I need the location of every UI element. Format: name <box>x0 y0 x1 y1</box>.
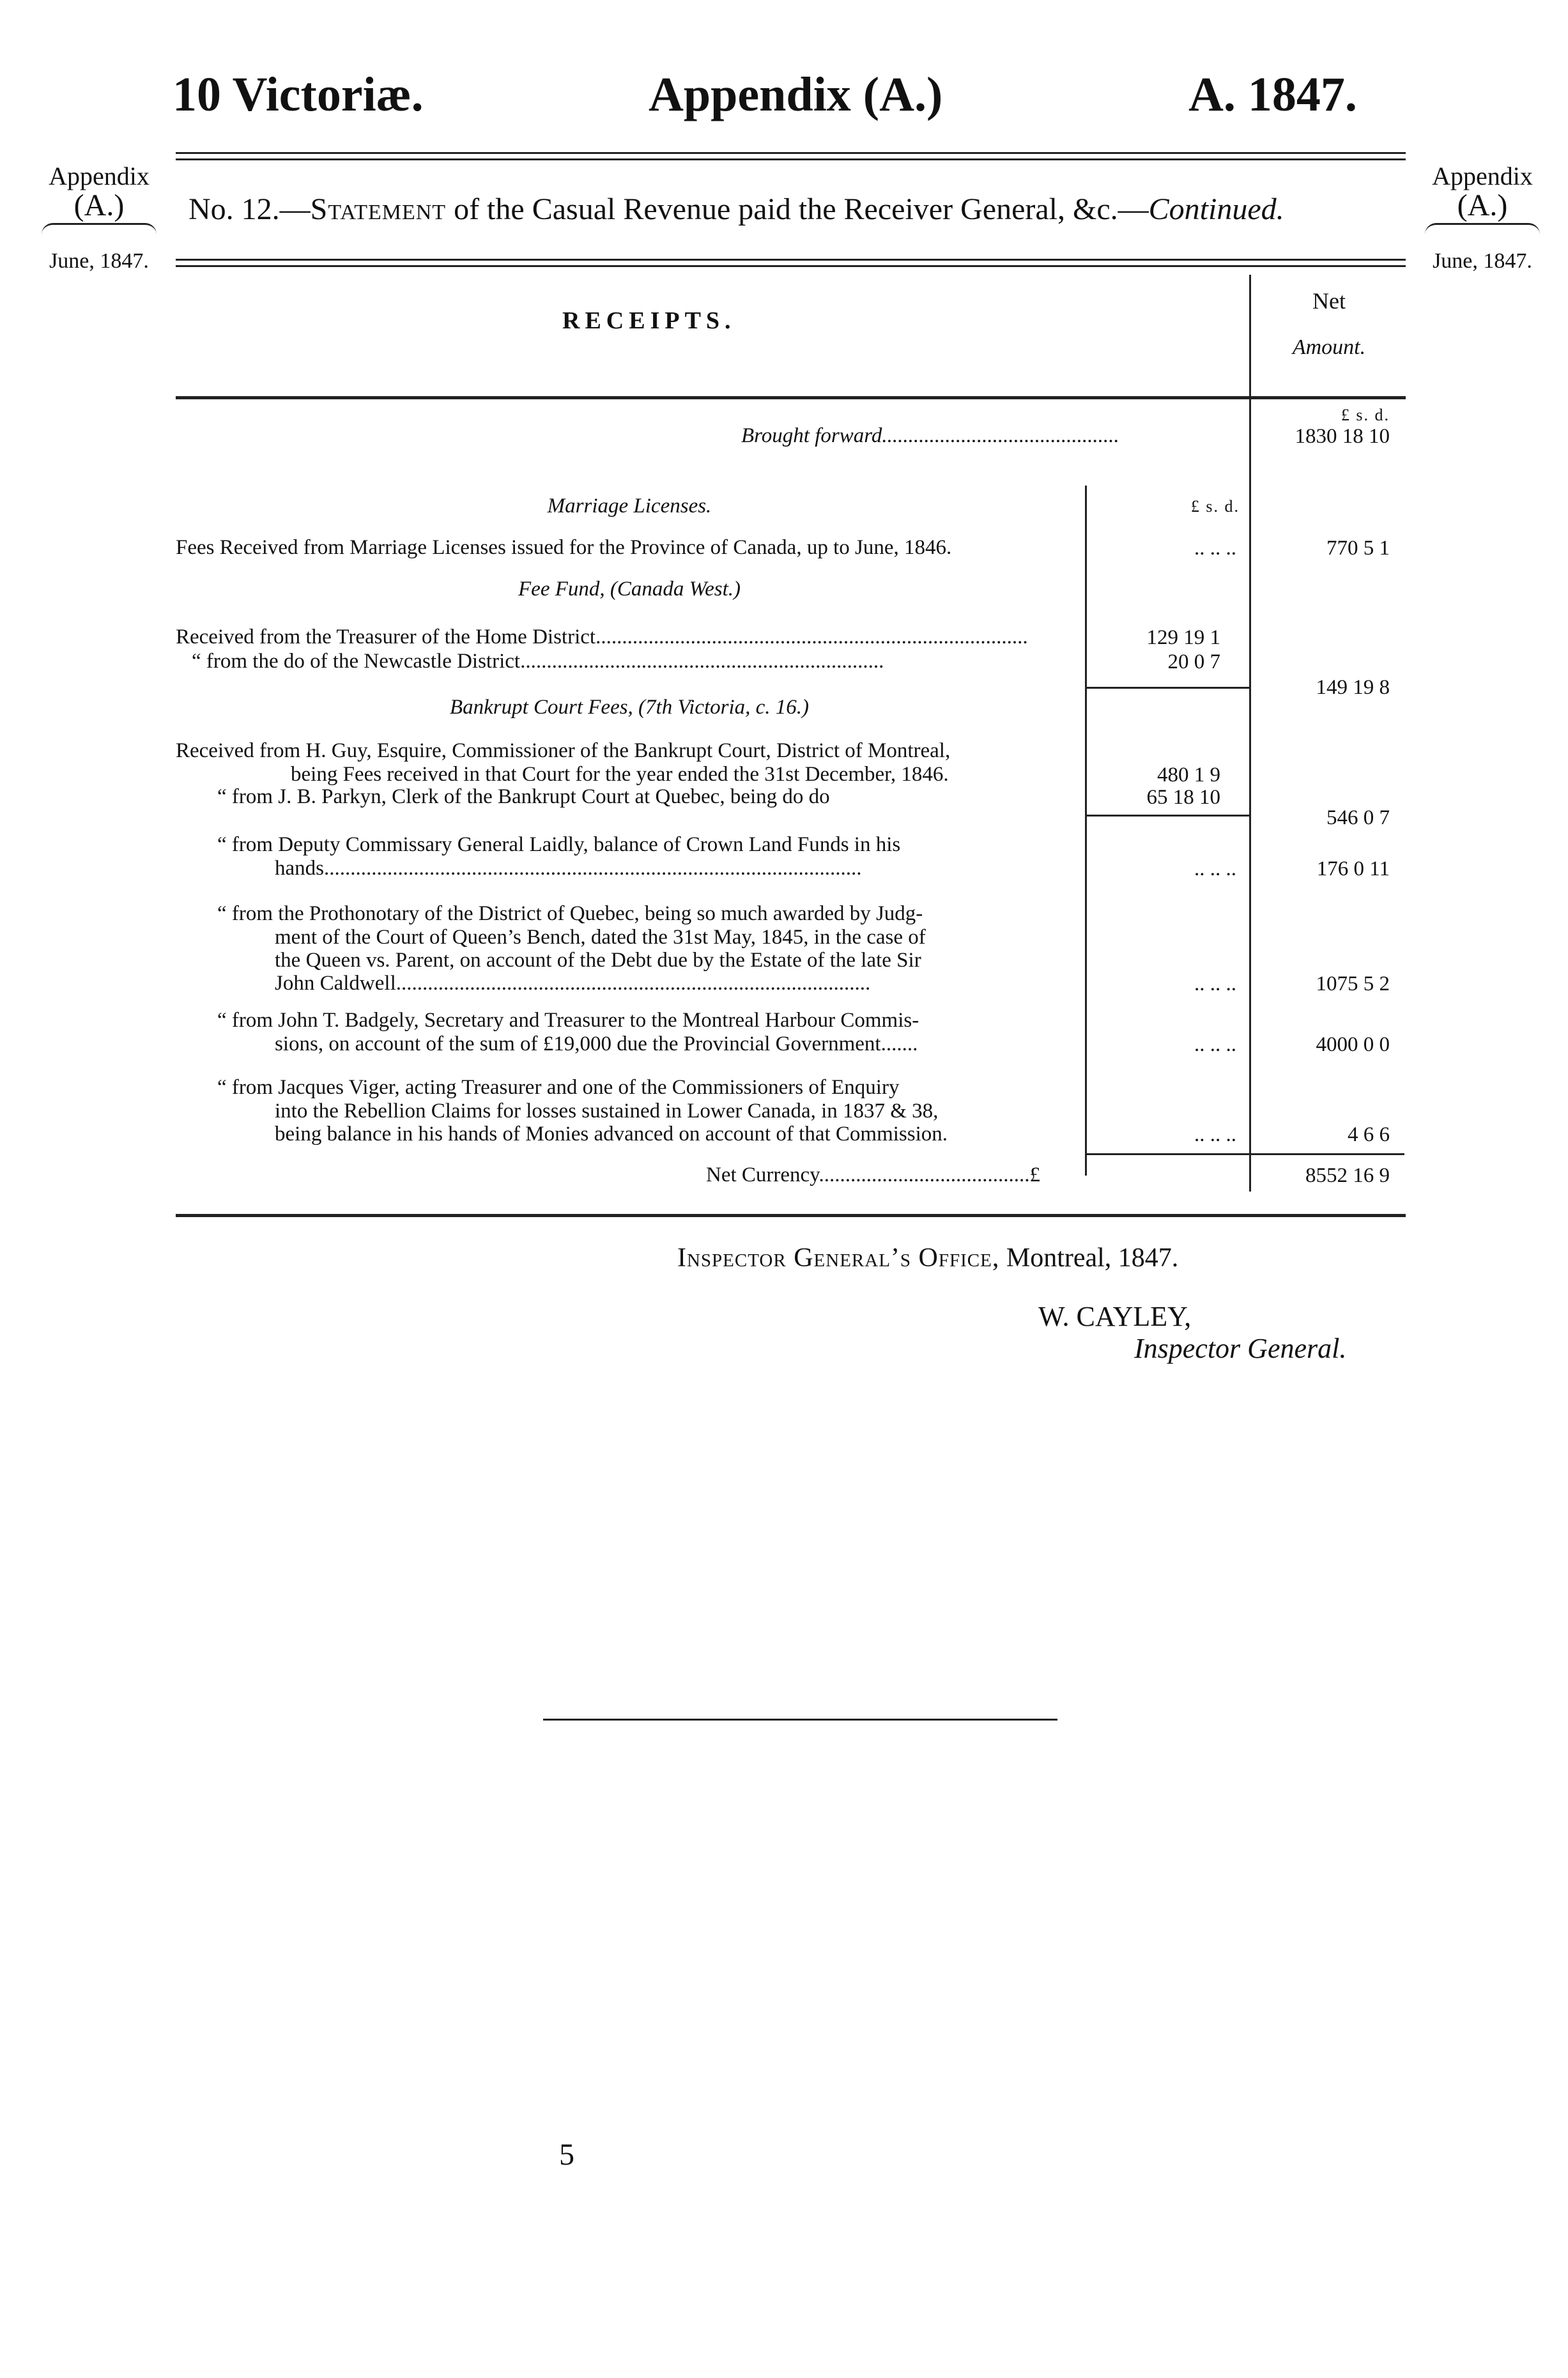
statement-keyword: Statement <box>310 192 447 226</box>
statement-number: No. 12.— <box>188 192 311 226</box>
margin-brace-left <box>42 223 157 234</box>
marriage-dots: .. .. .. <box>1194 537 1236 560</box>
signature-title: Inspector General. <box>1134 1333 1347 1364</box>
fee-fund-net: 149 19 8 <box>1316 676 1390 699</box>
net-head-2: Amount. <box>1292 335 1366 359</box>
proth-line2: ment of the Court of Queen’s Bench, dated the 31st May, 1845, in the case of <box>275 926 926 949</box>
laidly-line2: hands...................................................................................................... <box>275 857 862 880</box>
sub-currency-head: £ s. d. <box>1190 497 1240 516</box>
laidly-net: 176 0 11 <box>1316 857 1390 880</box>
net-currency-symbol: £ <box>1029 1163 1041 1186</box>
parkyn-line: “ from J. B. Parkyn, Clerk of the Bankrupt Court at Quebec, being do do <box>217 785 830 808</box>
viger-line2: into the Rebellion Claims for losses sustained in Lower Canada, in 1837 & 38, <box>275 1100 939 1123</box>
proth-line1: “ from the Prothonotary of the District of Quebec, being so much awarded by Judg- <box>217 902 923 925</box>
margin-note-right-line1: Appendix <box>1432 162 1533 190</box>
newcastle-line: “ from the do of the Newcastle District..................................................................... <box>192 650 884 673</box>
badgely-line2: sions, on account of the sum of £19,000 due the Provincial Government....... <box>275 1032 918 1055</box>
margin-brace-right <box>1425 223 1540 234</box>
net-currency-rule <box>1085 1153 1404 1155</box>
footer-office-keyword: Inspector General’s Office, <box>677 1243 1000 1273</box>
rule-top-1 <box>176 152 1406 154</box>
statement-heading <box>188 192 1284 227</box>
marriage-line: Fees Received from Marriage Licenses issued for the Province of Canada, up to June, 1846. <box>176 536 952 559</box>
rule-header-bottom <box>176 396 1406 399</box>
net-currency-amount: 8552 16 9 <box>1305 1164 1390 1187</box>
home-line: Received from the Treasurer of the Home District.................................................................................. <box>176 625 1028 648</box>
section-marriage: Marriage Licenses. <box>547 495 712 518</box>
badgely-dots: .. .. .. <box>1194 1033 1236 1056</box>
viger-line3: being balance in his hands of Monies advanced on account of that Commission. <box>275 1123 948 1146</box>
rule-mid-2 <box>176 265 1406 267</box>
proth-line3: the Queen vs. Parent, on account of the Debt due by the Estate of the late Sir <box>275 949 921 972</box>
brought-forward-amount: 1830 18 10 <box>1295 425 1390 448</box>
guy-line2: being Fees received in that Court for the year ended the 31st December, 1846. <box>291 763 949 786</box>
laidly-dots: .. .. .. <box>1194 857 1236 880</box>
badgely-net: 4000 0 0 <box>1316 1033 1390 1056</box>
end-rule <box>543 1719 1057 1721</box>
marriage-net: 770 5 1 <box>1326 537 1390 560</box>
parkyn-sub: 65 18 10 <box>1146 786 1220 809</box>
footer-office <box>677 1243 1178 1273</box>
margin-note-left <box>35 163 163 273</box>
margin-note-left-date: June, 1847. <box>49 249 149 273</box>
margin-note-right-line2: (A.) <box>1457 188 1508 222</box>
newcastle-sub: 20 0 7 <box>1167 650 1220 673</box>
header-center: Appendix (A.) <box>649 68 943 121</box>
badgely-line1: “ from John T. Badgely, Secretary and Treasurer to the Montreal Harbour Commis- <box>217 1009 919 1032</box>
fee-fund-subtotal-rule <box>1085 687 1249 689</box>
guy-line1: Received from H. Guy, Esquire, Commissioner of the Bankrupt Court, District of Montreal, <box>176 739 951 762</box>
guy-sub: 480 1 9 <box>1157 763 1220 786</box>
net-column-divider <box>1249 275 1251 1192</box>
viger-net: 4 6 6 <box>1348 1123 1390 1146</box>
section-bankrupt: Bankrupt Court Fees, (7th Victoria, c. 16.) <box>449 696 810 719</box>
rule-top-2 <box>176 158 1406 160</box>
rule-mid-1 <box>176 259 1406 261</box>
margin-note-right <box>1418 163 1546 273</box>
header-right: A. 1847. <box>1188 68 1357 121</box>
proth-dots: .. .. .. <box>1194 972 1236 995</box>
currency-head: £ s. d. <box>1341 406 1390 424</box>
net-head-1: Net <box>1312 288 1346 314</box>
viger-line1: “ from Jacques Viger, acting Treasurer and one of the Commissioners of Enquiry <box>217 1076 900 1099</box>
home-sub: 129 19 1 <box>1146 626 1220 649</box>
table-bottom-rule <box>176 1214 1406 1217</box>
statement-continued: Continued. <box>1148 192 1284 226</box>
footer-office-place: Montreal, 1847. <box>999 1243 1179 1273</box>
laidly-line1: “ from Deputy Commissary General Laidly, balance of Crown Land Funds in his <box>217 833 901 856</box>
bankrupt-net: 546 0 7 <box>1326 806 1390 829</box>
receipts-title: RECEIPTS. <box>562 307 736 334</box>
statement-text: of the Casual Revenue paid the Receiver General, &c.— <box>446 192 1149 226</box>
sub-column-divider <box>1085 486 1087 1176</box>
proth-line4: John Caldwell.......................................................................................... <box>275 972 871 995</box>
viger-dots: .. .. .. <box>1194 1123 1236 1146</box>
net-currency-label: Net Currency........................................£ <box>706 1163 1041 1186</box>
bankrupt-subtotal-rule <box>1085 815 1249 817</box>
brought-forward-label: Brought forward............................................. <box>741 424 1119 447</box>
margin-note-left-line1: Appendix <box>49 162 150 190</box>
proth-net: 1075 5 2 <box>1316 972 1390 995</box>
margin-note-left-line2: (A.) <box>73 188 125 222</box>
signature-name: W. CAYLEY, <box>1038 1301 1192 1332</box>
header-left: 10 Victoriæ. <box>173 68 424 121</box>
page-number: 5 <box>559 2138 574 2172</box>
margin-note-right-date: June, 1847. <box>1433 249 1532 273</box>
section-fee-fund: Fee Fund, (Canada West.) <box>518 578 741 601</box>
